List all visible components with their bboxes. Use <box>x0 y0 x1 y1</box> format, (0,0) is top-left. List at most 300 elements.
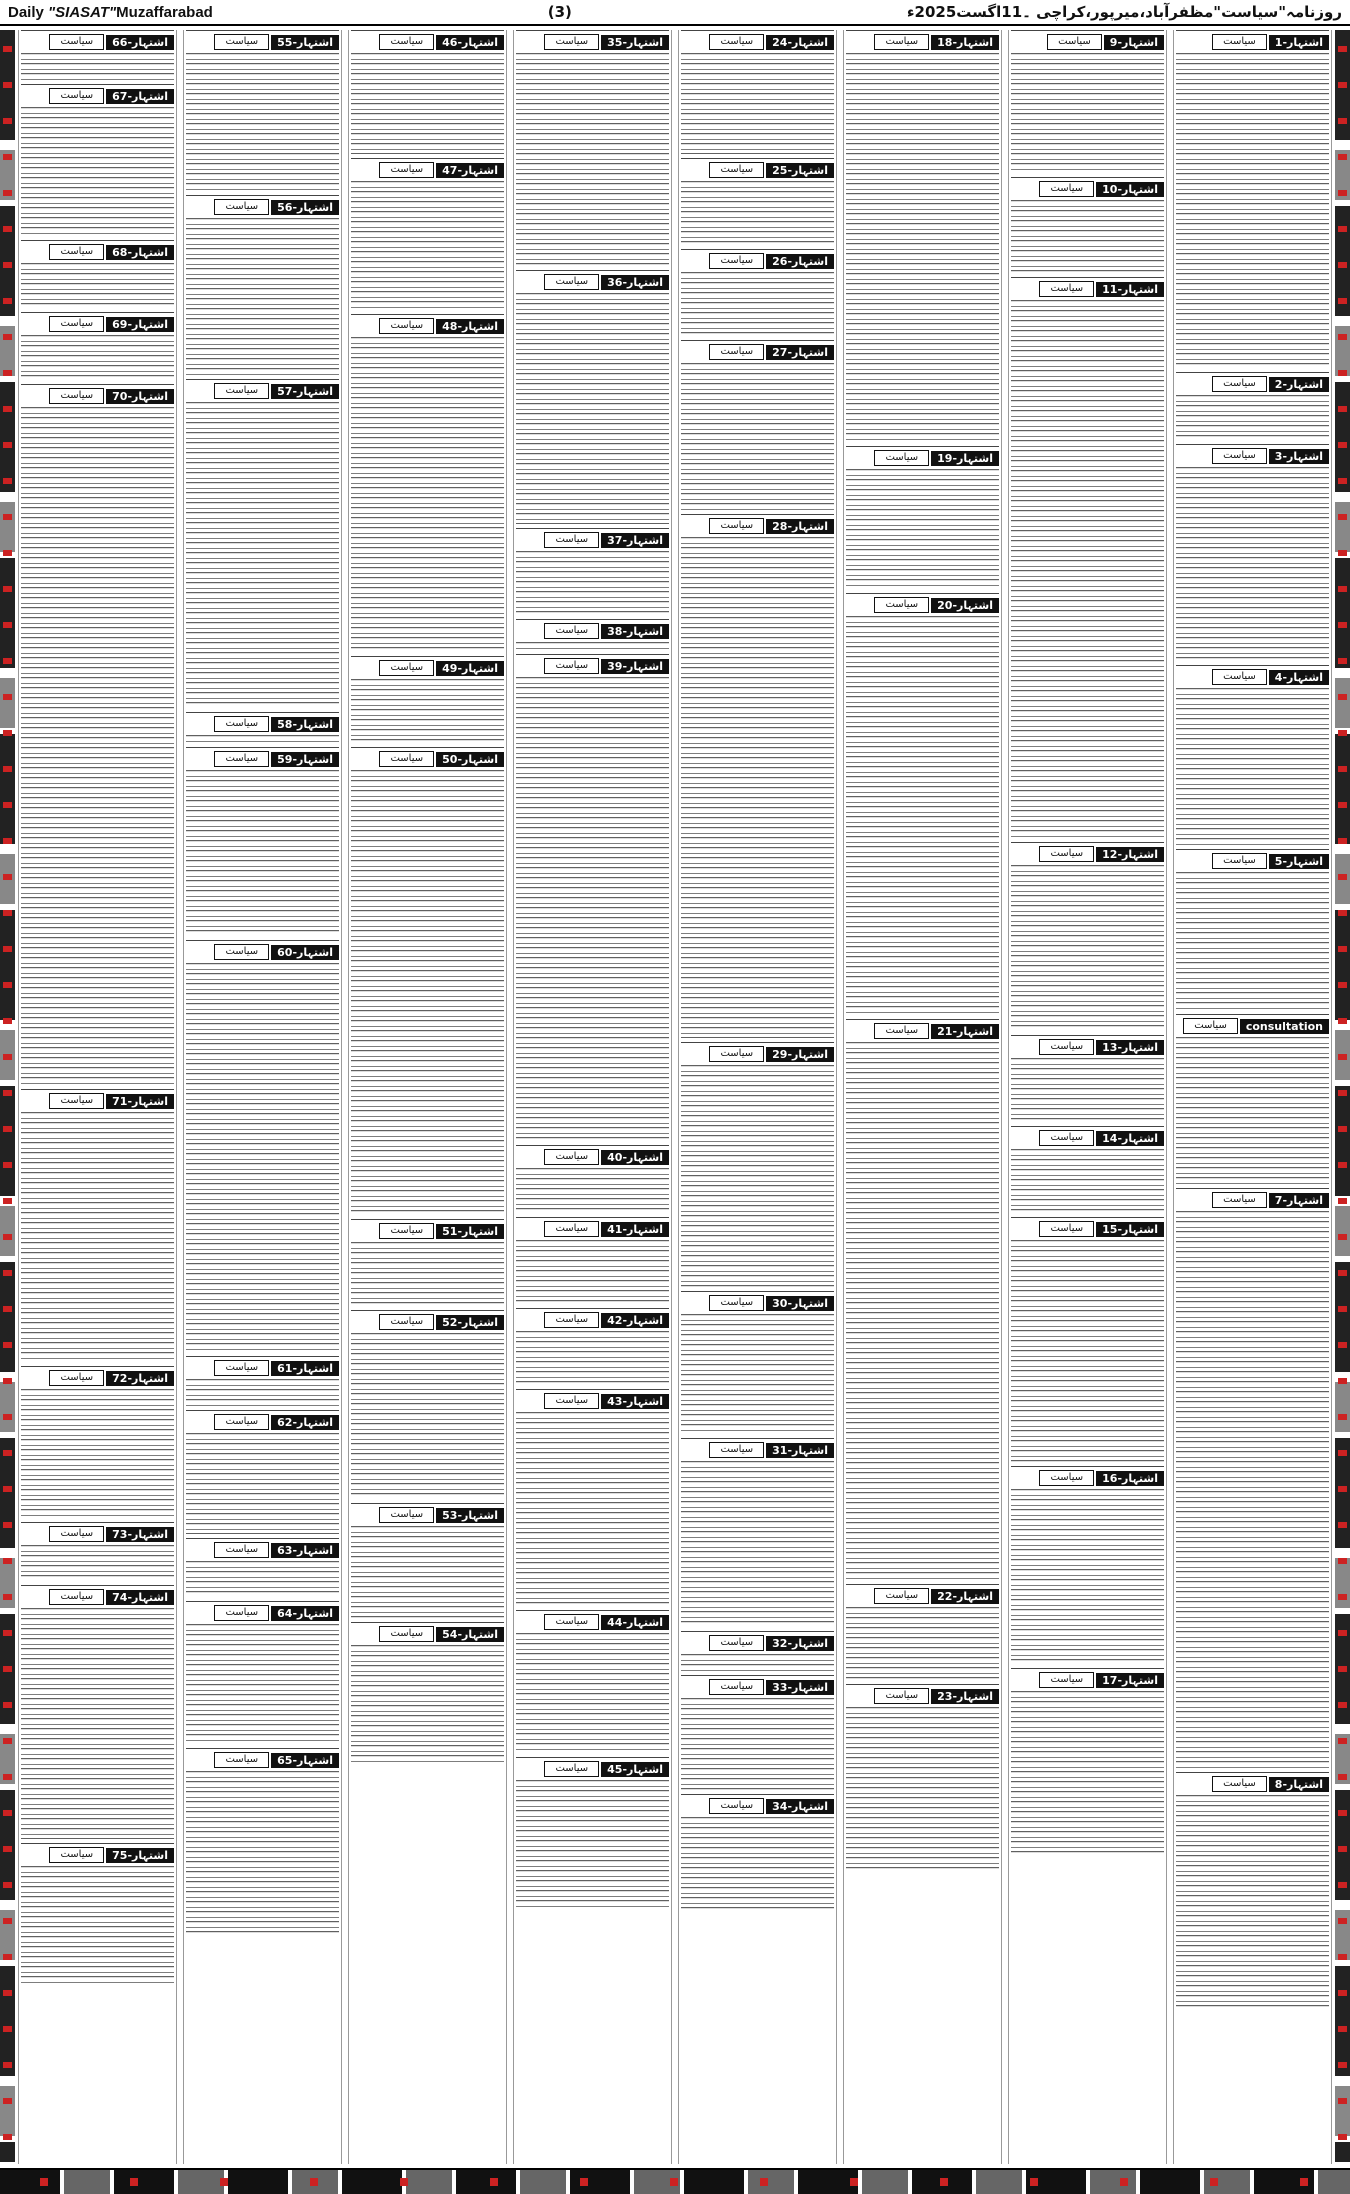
ad-body-text <box>1011 200 1164 273</box>
ad-body-text <box>186 963 339 1352</box>
classified-ad <box>186 1748 339 1937</box>
classified-ad <box>351 158 504 310</box>
classified-ad <box>1011 842 1164 1031</box>
classified-ad <box>846 1019 999 1580</box>
ad-body-text <box>186 1771 339 1937</box>
left-border-rail <box>0 30 15 2162</box>
ad-body-text <box>186 735 339 743</box>
ad-body-text <box>1176 1211 1329 1768</box>
column-3 <box>843 30 1002 2164</box>
classified-ad <box>1176 665 1329 845</box>
ad-number: اشتہار-11 <box>1096 282 1164 297</box>
ad-body-text <box>846 469 999 589</box>
ad-body-text <box>846 1707 999 1873</box>
masthead-daily: Daily <box>8 3 44 21</box>
ad-badge: سیاست <box>379 751 434 767</box>
ad-number: اشتہار-10 <box>1096 182 1164 197</box>
classified-ad <box>516 270 669 524</box>
classified-ad <box>1176 849 1329 1010</box>
ad-header <box>1011 1671 1164 1689</box>
classified-ad <box>516 1145 669 1213</box>
ad-body-text <box>1011 1058 1164 1122</box>
ad-body-text <box>681 53 834 154</box>
ad-badge: سیاست <box>709 1679 764 1695</box>
ad-badge: سیاست <box>49 1526 104 1542</box>
classified-ad <box>516 1610 669 1753</box>
classified-ad <box>516 1217 669 1304</box>
ad-header <box>186 715 339 733</box>
ad-header <box>681 1678 834 1696</box>
ad-number: اشتہار-29 <box>766 1047 834 1062</box>
ad-number: اشتہار-68 <box>106 245 174 260</box>
ad-number: اشتہار-4 <box>1269 670 1329 685</box>
ad-number: اشتہار-5 <box>1269 854 1329 869</box>
ad-number: اشتہار-25 <box>766 163 834 178</box>
classified-ad <box>516 654 669 1141</box>
classified-ad <box>186 747 339 936</box>
ad-body-text <box>186 402 339 708</box>
ad-badge: سیاست <box>709 34 764 50</box>
classified-ad <box>1176 1772 1329 2008</box>
classified-ad <box>1011 277 1164 838</box>
ad-badge: سیاست <box>544 532 599 548</box>
ad-badge: سیاست <box>874 1023 929 1039</box>
classified-ad <box>681 249 834 336</box>
classified-ad <box>681 158 834 245</box>
ad-number: اشتہار-49 <box>436 661 504 676</box>
ad-badge: سیاست <box>709 1295 764 1311</box>
ad-number: اشتہار-17 <box>1096 1673 1164 1688</box>
classified-ad <box>516 1757 669 1909</box>
ad-badge: سیاست <box>49 34 104 50</box>
ad-body-text <box>1176 688 1329 845</box>
ad-header <box>681 1294 834 1312</box>
classified-ad <box>21 1366 174 1518</box>
ad-header <box>516 657 669 675</box>
ad-body-text <box>681 1698 834 1790</box>
ad-header <box>351 659 504 677</box>
classified-ad <box>1176 30 1329 368</box>
classified-ad <box>516 1389 669 1606</box>
ad-header <box>1011 33 1164 51</box>
classified-ad <box>351 747 504 1215</box>
classified-ad <box>1011 1668 1164 1857</box>
masthead <box>0 0 1350 26</box>
ad-badge: سیاست <box>709 1046 764 1062</box>
classified-ad <box>21 384 174 1085</box>
ad-number: اشتہار-21 <box>931 1024 999 1039</box>
ad-number: اشتہار-74 <box>106 1590 174 1605</box>
ad-header <box>186 33 339 51</box>
ad-badge: سیاست <box>1212 1192 1267 1208</box>
ad-badge: سیاست <box>874 34 929 50</box>
masthead-left <box>8 4 213 21</box>
ad-body-text <box>681 363 834 510</box>
ad-number: اشتہار-14 <box>1096 1131 1164 1146</box>
classified-ad <box>21 1585 174 1839</box>
ad-number: اشتہار-60 <box>271 945 339 960</box>
masthead-brand: "SIASAT" <box>48 3 117 21</box>
ad-number: اشتہار-70 <box>106 389 174 404</box>
ad-header <box>516 531 669 549</box>
ad-header <box>186 382 339 400</box>
ad-body-text <box>351 679 504 743</box>
ad-body-text <box>351 1526 504 1618</box>
classified-ad <box>21 84 174 236</box>
ad-number: اشتہار-34 <box>766 1799 834 1814</box>
ad-number: اشتہار-73 <box>106 1527 174 1542</box>
ad-header <box>351 1506 504 1524</box>
ad-number: اشتہار-23 <box>931 1689 999 1704</box>
ad-badge: سیاست <box>709 1442 764 1458</box>
ad-badge: سیاست <box>49 316 104 332</box>
ad-badge: سیاست <box>874 450 929 466</box>
ad-badge: سیاست <box>709 253 764 269</box>
ad-header <box>1176 1191 1329 1209</box>
ad-badge: سیاست <box>379 318 434 334</box>
ad-header <box>846 1687 999 1705</box>
ad-header <box>516 33 669 51</box>
ad-body-text <box>351 53 504 154</box>
classified-ad <box>846 593 999 1015</box>
ad-badge: سیاست <box>49 1370 104 1386</box>
classified-ad <box>1176 1014 1329 1184</box>
ad-number: اشتہار-18 <box>931 35 999 50</box>
ad-body-text <box>1011 1691 1164 1857</box>
ad-header <box>1176 668 1329 686</box>
ad-header <box>846 596 999 614</box>
ad-header <box>351 161 504 179</box>
ad-body-text <box>516 551 669 615</box>
ad-badge: سیاست <box>214 34 269 50</box>
ad-badge: سیاست <box>214 716 269 732</box>
ad-body-text <box>516 1240 669 1304</box>
classified-ad <box>1011 30 1164 173</box>
ad-header <box>516 1311 669 1329</box>
ad-header <box>516 622 669 640</box>
classified-ad <box>681 1438 834 1627</box>
classified-ad <box>516 30 669 266</box>
ad-badge: سیاست <box>544 623 599 639</box>
classified-ad <box>1011 1217 1164 1462</box>
ad-number: اشتہار-13 <box>1096 1040 1164 1055</box>
ad-body-text <box>846 53 999 442</box>
classified-ad <box>1011 1035 1164 1122</box>
classified-ad <box>186 940 339 1352</box>
classified-ad <box>846 30 999 442</box>
classified-ad <box>21 240 174 308</box>
classified-ad <box>1011 177 1164 273</box>
ad-badge: سیاست <box>379 162 434 178</box>
ad-header <box>516 1220 669 1238</box>
ad-number: اشتہار-28 <box>766 519 834 534</box>
ad-badge: سیاست <box>544 1312 599 1328</box>
ad-header <box>1176 1775 1329 1793</box>
ad-header <box>681 33 834 51</box>
ad-header <box>846 1587 999 1605</box>
ad-badge: سیاست <box>49 244 104 260</box>
classified-ad <box>516 528 669 615</box>
ad-header <box>516 1760 669 1778</box>
ad-header <box>516 1392 669 1410</box>
ad-header <box>1011 1038 1164 1056</box>
ad-number: اشتہار-57 <box>271 384 339 399</box>
ad-badge: سیاست <box>214 1542 269 1558</box>
masthead-city: Muzaffarabad <box>116 3 213 21</box>
ad-header <box>186 1413 339 1431</box>
ad-body-text <box>846 1042 999 1580</box>
ad-header <box>21 387 174 405</box>
ad-number: اشتہار-22 <box>931 1589 999 1604</box>
ad-badge: سیاست <box>1039 1672 1094 1688</box>
ad-body-text <box>516 642 669 650</box>
ad-header <box>21 1369 174 1387</box>
ad-number: اشتہار-43 <box>601 1394 669 1409</box>
ad-body-text <box>351 1645 504 1765</box>
ad-number: اشتہار-72 <box>106 1371 174 1386</box>
ad-number: اشتہار-63 <box>271 1543 339 1558</box>
ad-body-text <box>21 107 174 236</box>
ad-number: اشتہار-33 <box>766 1680 834 1695</box>
ad-header <box>186 1541 339 1559</box>
ad-badge: سیاست <box>1039 1470 1094 1486</box>
classified-ad <box>681 1675 834 1790</box>
ad-body-text <box>516 1633 669 1753</box>
ad-number: اشتہار-12 <box>1096 847 1164 862</box>
column-5 <box>513 30 672 2164</box>
ad-badge: سیاست <box>1039 1039 1094 1055</box>
ad-header <box>681 161 834 179</box>
ad-number: اشتہار-38 <box>601 624 669 639</box>
ad-header <box>846 1022 999 1040</box>
ad-number: اشتہار-47 <box>436 163 504 178</box>
classified-ad <box>681 1042 834 1287</box>
ad-number: اشتہار-15 <box>1096 1222 1164 1237</box>
ad-number: اشتہار-67 <box>106 89 174 104</box>
ad-badge: سیاست <box>379 1314 434 1330</box>
ad-badge: سیاست <box>49 1093 104 1109</box>
ad-body-text <box>21 1608 174 1839</box>
ad-body-text <box>21 1389 174 1518</box>
ad-body-text <box>21 263 174 308</box>
ad-badge: سیاست <box>1212 1776 1267 1792</box>
ad-number: اشتہار-53 <box>436 1508 504 1523</box>
ad-body-text <box>846 616 999 1015</box>
classified-ad <box>681 1631 834 1671</box>
ad-badge: سیاست <box>1212 669 1267 685</box>
ad-number: اشتہار-30 <box>766 1296 834 1311</box>
ad-header <box>1011 845 1164 863</box>
classified-ad <box>186 195 339 375</box>
ad-number: اشتہار-24 <box>766 35 834 50</box>
ad-badge: سیاست <box>1039 281 1094 297</box>
classified-ad <box>681 340 834 510</box>
column-2 <box>1008 30 1167 2164</box>
column-7 <box>183 30 342 2164</box>
ad-badge: سیاست <box>49 88 104 104</box>
ad-body-text <box>351 337 504 652</box>
ad-number: اشتہار-62 <box>271 1415 339 1430</box>
classified-ad <box>186 1410 339 1534</box>
ad-header <box>1176 447 1329 465</box>
ad-body-text <box>1176 53 1329 368</box>
classified-ad <box>186 712 339 743</box>
classified-ad <box>351 1310 504 1499</box>
ad-body-text <box>516 53 669 266</box>
ad-badge: سیاست <box>874 597 929 613</box>
ad-body-text <box>516 1331 669 1385</box>
ad-badge: سیاست <box>544 658 599 674</box>
classified-ad <box>186 379 339 708</box>
ad-header <box>21 243 174 261</box>
ad-header <box>1011 1129 1164 1147</box>
classified-ad <box>351 1503 504 1618</box>
ad-badge: سیاست <box>214 944 269 960</box>
ad-body-text <box>21 1866 174 1986</box>
ad-header <box>681 1634 834 1652</box>
ad-badge: سیاست <box>379 34 434 50</box>
bottom-border-strip <box>0 2168 1350 2194</box>
ad-body-text <box>1011 53 1164 173</box>
classified-ad <box>21 1522 174 1581</box>
column-6 <box>348 30 507 2164</box>
ad-body-text <box>351 181 504 310</box>
ad-body-text <box>681 1461 834 1627</box>
ad-badge: سیاست <box>214 1360 269 1376</box>
ad-number: اشتہار-50 <box>436 752 504 767</box>
ad-number: اشتہار-41 <box>601 1222 669 1237</box>
ad-badge: سیاست <box>544 1393 599 1409</box>
ad-badge: سیاست <box>1039 1130 1094 1146</box>
classified-ad <box>351 1219 504 1306</box>
ad-badge: سیاست <box>49 1847 104 1863</box>
classified-ad <box>681 1794 834 1909</box>
ad-badge: سیاست <box>544 1761 599 1777</box>
ad-body-text <box>1176 1037 1329 1184</box>
ad-number: اشتہار-59 <box>271 752 339 767</box>
classified-ad <box>516 619 669 650</box>
classified-ad <box>186 1601 339 1744</box>
ad-number: اشتہار-32 <box>766 1636 834 1651</box>
ad-body-text <box>1011 865 1164 1031</box>
ad-badge: سیاست <box>214 199 269 215</box>
ad-body-text <box>681 272 834 336</box>
classified-columns <box>18 30 1332 2164</box>
ad-badge: سیاست <box>379 1223 434 1239</box>
ad-header <box>21 87 174 105</box>
ad-body-text <box>1176 1795 1329 2008</box>
classified-ad <box>351 30 504 154</box>
ad-number: اشتہار-1 <box>1269 35 1329 50</box>
ad-badge: سیاست <box>709 162 764 178</box>
ad-number: اشتہار-26 <box>766 254 834 269</box>
ad-body-text <box>186 770 339 936</box>
ad-header <box>1176 1017 1329 1035</box>
ad-body-text <box>21 53 174 80</box>
masthead-urdu: روزنامہ"سیاست"مظفرآباد،میرپور،کراچی ۔11اگست2025ء <box>906 3 1342 21</box>
ad-body-text <box>681 181 834 245</box>
ad-body-text <box>186 1433 339 1534</box>
classified-ad <box>1176 1188 1329 1768</box>
classified-ad <box>1176 372 1329 440</box>
ad-header <box>681 252 834 270</box>
ad-number: اشتہار-35 <box>601 35 669 50</box>
ad-body-text <box>1176 467 1329 661</box>
ad-number: اشتہار-27 <box>766 345 834 360</box>
ad-badge: سیاست <box>874 1688 929 1704</box>
ad-header <box>681 1441 834 1459</box>
ad-body-text <box>681 1654 834 1671</box>
ad-header <box>186 198 339 216</box>
ad-number: اشتہار-55 <box>271 35 339 50</box>
ad-number: اشتہار-54 <box>436 1627 504 1642</box>
ad-body-text <box>351 1242 504 1306</box>
ad-header <box>351 1222 504 1240</box>
classified-ad <box>846 1584 999 1680</box>
classified-ad <box>516 1308 669 1385</box>
ad-body-text <box>1011 1240 1164 1462</box>
classified-ad <box>1011 1466 1164 1664</box>
classified-ad <box>186 30 339 191</box>
page-number: (3) <box>547 3 572 21</box>
ad-body-text <box>186 218 339 375</box>
ad-header <box>1011 1469 1164 1487</box>
ad-body-text <box>1176 872 1329 1010</box>
ad-badge: سیاست <box>544 34 599 50</box>
ad-body-text <box>186 1624 339 1744</box>
classified-ad <box>351 314 504 652</box>
classified-ad <box>1011 1126 1164 1213</box>
ad-body-text <box>681 1817 834 1909</box>
ad-number: اشتہار-46 <box>436 35 504 50</box>
ad-header <box>351 1313 504 1331</box>
ad-badge: سیاست <box>544 1149 599 1165</box>
classified-ad <box>351 1622 504 1765</box>
ad-number: اشتہار-51 <box>436 1224 504 1239</box>
ad-badge: سیاست <box>709 344 764 360</box>
ad-badge: سیاست <box>1212 448 1267 464</box>
classified-ad <box>681 514 834 1038</box>
ad-header <box>351 33 504 51</box>
ad-badge: سیاست <box>214 1414 269 1430</box>
ad-body-text <box>21 1545 174 1581</box>
ad-badge: سیاست <box>709 1635 764 1651</box>
ad-header <box>186 750 339 768</box>
ad-body-text <box>516 1412 669 1606</box>
ad-body-text <box>1011 300 1164 838</box>
ad-badge: سیاست <box>214 1605 269 1621</box>
ad-body-text <box>516 677 669 1141</box>
ad-header <box>1011 280 1164 298</box>
ad-header <box>186 943 339 961</box>
ad-number: اشتہار-3 <box>1269 449 1329 464</box>
ad-body-text <box>681 1065 834 1287</box>
ad-header <box>516 1148 669 1166</box>
ad-badge: سیاست <box>214 1752 269 1768</box>
ad-body-text <box>21 1112 174 1362</box>
ad-badge: سیاست <box>379 660 434 676</box>
ad-badge: سیاست <box>214 751 269 767</box>
ad-number: اشتہار-66 <box>106 35 174 50</box>
ad-badge: سیاست <box>709 518 764 534</box>
ad-body-text <box>516 1168 669 1213</box>
ad-header <box>1011 180 1164 198</box>
ad-body-text <box>516 1780 669 1909</box>
ad-badge: سیاست <box>1039 1221 1094 1237</box>
ad-body-text <box>846 1607 999 1680</box>
ad-header <box>1176 33 1329 51</box>
ad-body-text <box>21 335 174 380</box>
